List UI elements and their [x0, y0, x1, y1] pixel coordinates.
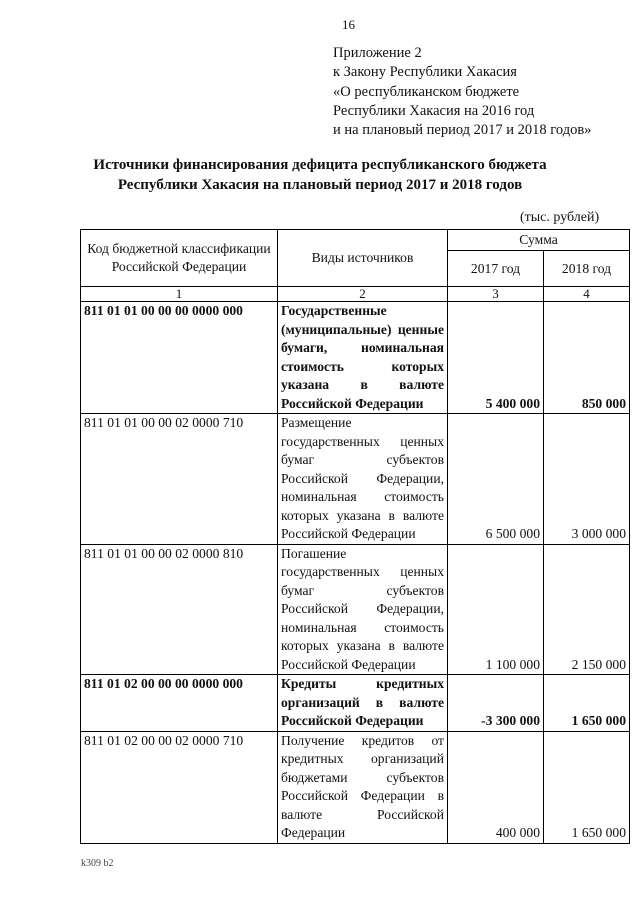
appendix-line: к Закону Республики Хакасия	[333, 64, 517, 81]
column-number: 1	[81, 287, 278, 302]
table-row	[81, 302, 630, 414]
appendix-block	[333, 44, 591, 140]
row-value-2017: 1 100 000	[448, 544, 544, 675]
footer-code: k309 b2	[81, 858, 114, 869]
table-row	[81, 675, 630, 732]
title-line: Источники финансирования дефицита республиканского бюджета	[93, 157, 547, 173]
row-value-2017: -3 300 000	[448, 675, 544, 732]
header-sum: Сумма	[448, 230, 630, 251]
row-code: 811 01 02 00 00 00 0000 000	[81, 675, 278, 732]
header-source: Виды источников	[278, 230, 448, 287]
row-code: 811 01 02 00 00 02 0000 710	[81, 731, 278, 843]
row-value-2018: 3 000 000	[544, 414, 630, 545]
row-value-2017: 400 000	[448, 731, 544, 843]
unit-label: (тыс. рублей)	[520, 210, 600, 225]
row-description: Государственные (муниципальные) ценные бумаги, номинальная стоимость которых указана в валюте Российской Федерации	[278, 302, 448, 414]
row-value-2017: 5 400 000	[448, 302, 544, 414]
header-year-2017: 2017 год	[448, 251, 544, 287]
financing-sources-table	[80, 229, 630, 844]
row-description: Получение кредитов от кредитных организаций бюджетами субъектов Российской Федерации в валюте Российской Федерации	[278, 731, 448, 843]
row-description: Размещение государственных ценных бумаг субъектов Российской Федерации, номинальная стоимость которых указана в валюте Российской Федерации	[278, 414, 448, 545]
table-row	[81, 731, 630, 843]
row-value-2018: 850 000	[544, 302, 630, 414]
row-code: 811 01 01 00 00 02 0000 810	[81, 544, 278, 675]
column-number: 2	[278, 287, 448, 302]
row-description: Погашение государственных ценных бумаг субъектов Российской Федерации, номинальная стоимость которых указана в валюте Российской Федерации	[278, 544, 448, 675]
row-value-2018: 1 650 000	[544, 731, 630, 843]
row-value-2018: 2 150 000	[544, 544, 630, 675]
row-code: 811 01 01 00 00 00 0000 000	[81, 302, 278, 414]
document-title	[0, 155, 640, 195]
row-value-2018: 1 650 000	[544, 675, 630, 732]
page-number: 16	[342, 17, 355, 32]
header-year-2018: 2018 год	[544, 251, 630, 287]
row-value-2017: 6 500 000	[448, 414, 544, 545]
table-row	[81, 414, 630, 545]
appendix-line: и на плановый период 2017 и 2018 годов»	[333, 122, 592, 139]
appendix-line: «О республиканском бюджете	[333, 83, 520, 100]
column-number: 4	[544, 287, 630, 302]
title-line: Республики Хакасия на плановый период 2017 и 2018 годов	[117, 177, 523, 193]
appendix-line: Республики Хакасия на 2016 год	[333, 102, 535, 119]
table-row	[81, 544, 630, 675]
appendix-line: Приложение 2	[333, 45, 422, 61]
header-code: Код бюджетной классификации Российской Федерации	[81, 230, 278, 287]
row-code: 811 01 01 00 00 02 0000 710	[81, 414, 278, 545]
column-number: 3	[448, 287, 544, 302]
row-description: Кредиты кредитных организаций в валюте Российской Федерации	[278, 675, 448, 732]
